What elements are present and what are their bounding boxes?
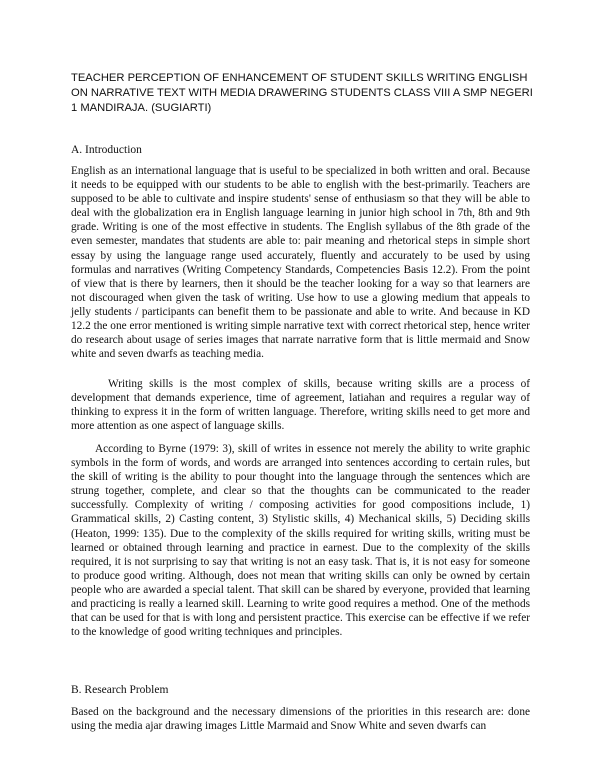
- paragraph-introduction-1: English as an international language that is useful to be specialized in both written and oral. Because it needs to be equipped with our students to be able to english with the best-primarily. Teachers are supposed to be able to cultivate and inspire students' sense of enthusiasm so that they will be able to deal with the globalization era in English language learning in junior high school in 7th, 8th and 9th grade. Writing is one of the most effective in students. The English syllabus of the 8th grade of the even semester, mandates that students are able to: pair meaning and rhetorical steps in simple short essay by using the language range used accurately, fluently and accurately to be used by using formulas and narratives (Writing Competency Standards, Competencies Basis 12.2). From the point of view that is there by learners, then it should be the teacher looking for a way so that learners are not discouraged when given the task of writing. Use how to use a glowing medium that appeals to jelly students / participants can benefit them to be passionate and able to write. And because in KD 12.2 the one error mentioned is writing simple narrative text with correct rhetorical step, hence writer do research about usage of series images that narrate narrative form that is little mermaid and Snow white and seven dwarfs as teaching media.: [71, 165, 530, 361]
- paragraph-research-problem: Based on the background and the necessary dimensions of the priorities in this research are: done using the media ajar drawing images Little Marmaid and Snow White and seven dwarfs can: [71, 706, 530, 733]
- section-heading-research-problem: B. Research Problem: [71, 684, 169, 696]
- document-title: TEACHER PERCEPTION OF ENHANCEMENT OF STUDENT SKILLS WRITING ENGLISH ON NARRATIVE TEXT WITH MEDIA DRAWERING STUDENTS CLASS VIII A SMP NEGERI 1 MANDIRAJA. (SUGIARTI): [71, 72, 533, 114]
- section-heading-introduction: A. Introduction: [71, 144, 142, 156]
- paragraph-introduction-3: According to Byrne (1979: 3), skill of writes in essence not merely the ability to write graphic symbols in the form of words, and words are arranged into sentences according to certain rules, but the skill of writing is the ability to pour thought into the language through the sentences which are strung together, complete, and clear so that the thoughts can be communicated to the reader successfully. Complexity of writing / composing activities for good compositions include, 1) Grammatical skills, 2) Casting content, 3) Stylistic skills, 4) Mechanical skills, 5) Deciding skills (Heaton, 1999: 135). Due to the complexity of the skills required for writing skills, writing must be learned or obtained through learning and practice in earnest. Due to the complexity of the skills required, it is not surprising to say that writing is not an easy task. That is, it is not easy for someone to produce good writing. Although, does not mean that writing skills can only be owned by certain people who are awarded a special talent. That skill can be shared by everyone, provided that learning and practicing is really a learned skill. Learning to write good requires a method. One of the methods that can be used for that is with long and persistent practice. This exercise can be effective if we refer to the knowledge of good writing techniques and principles.: [71, 443, 530, 639]
- paragraph-introduction-2: Writing skills is the most complex of skills, because writing skills are a process of development that demands experience, time of agreement, latiahan and requires a regular way of thinking to express it in the form of written language. Therefore, writing skills need to get more and more attention as one aspect of language skills.: [71, 378, 530, 433]
